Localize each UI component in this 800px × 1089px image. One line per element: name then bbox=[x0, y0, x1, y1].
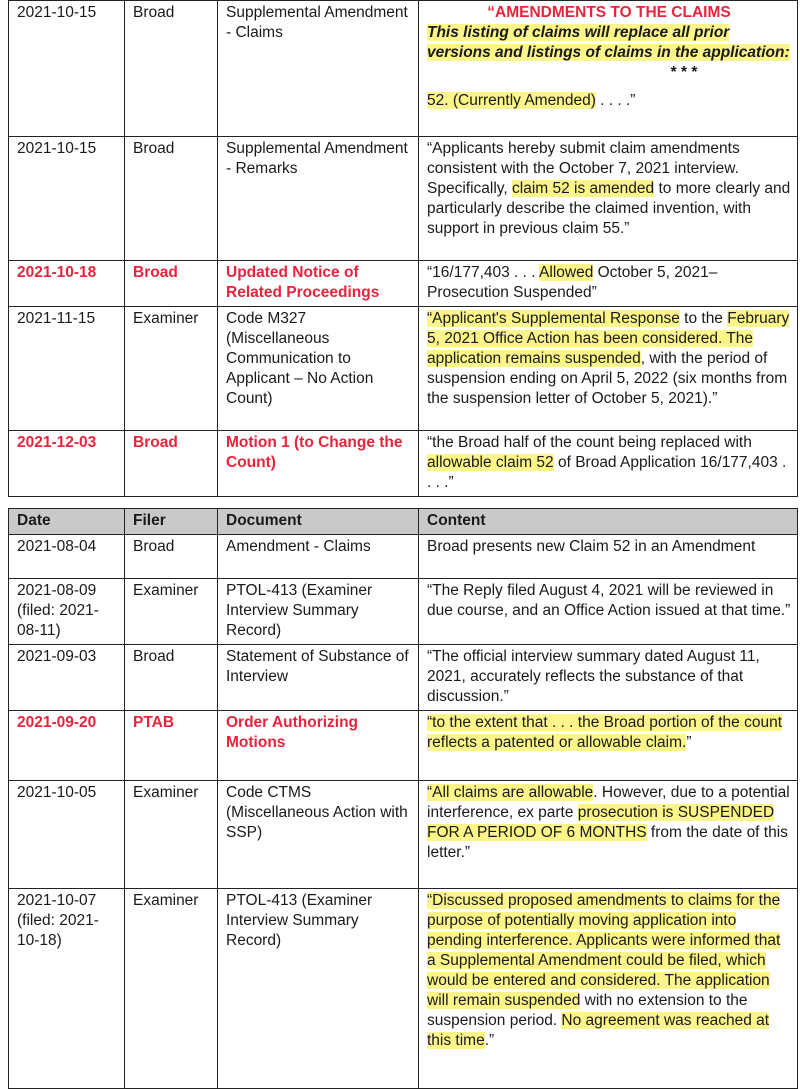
content-cell: “The Reply filed August 4, 2021 will be reviewed in due course, and an Office Action issued at that time.” bbox=[419, 579, 798, 645]
quote-text: from the date of this letter.” bbox=[427, 824, 788, 861]
table-row bbox=[9, 889, 798, 1089]
content-cell bbox=[419, 781, 798, 889]
date-cell: 2021-09-20 bbox=[9, 711, 125, 781]
timeline-table-bottom bbox=[8, 508, 798, 1089]
content-cell: Broad presents new Claim 52 in an Amendment bbox=[419, 535, 798, 579]
filer-cell: Examiner bbox=[125, 889, 218, 1089]
date-cell: 2021-10-07 (filed: 2021-10-18) bbox=[9, 889, 125, 1089]
filer-cell: Examiner bbox=[125, 781, 218, 889]
header-row bbox=[9, 509, 798, 535]
table-row bbox=[9, 535, 798, 579]
amendments-heading: “AMENDMENTS TO THE CLAIMS bbox=[487, 4, 731, 21]
document-cell: Amendment - Claims bbox=[218, 535, 419, 579]
column-header-content: Content bbox=[419, 509, 798, 535]
quote-text: October 5, 2021– Prosecution Suspended” bbox=[427, 264, 718, 301]
highlighted-quote: “All claims are allowable bbox=[427, 784, 594, 801]
highlighted-quote: This listing of claims will replace all prior versions and listings of claims in the application: bbox=[427, 24, 790, 61]
highlighted-quote: prosecution is SUSPENDED FOR A PERIOD OF 6 MONTHS bbox=[427, 804, 775, 841]
highlighted-quote: Allowed bbox=[539, 264, 594, 281]
column-header-document: Document bbox=[218, 509, 419, 535]
filer-cell: Examiner bbox=[125, 579, 218, 645]
table-row bbox=[9, 137, 798, 261]
content-cell bbox=[419, 1, 798, 137]
highlighted-quote: the Broad portion of the count reflects a patented or allowable claim. bbox=[427, 714, 783, 751]
table-row bbox=[9, 781, 798, 889]
filer-cell: Broad bbox=[125, 645, 218, 711]
highlighted-quote: February 5, 2021 Office Action has been considered. The application remains suspended bbox=[427, 310, 790, 367]
content-cell: “The official interview summary dated August 11, 2021, accurately reflects the substance of that discussion.” bbox=[419, 645, 798, 711]
filer-cell: Broad bbox=[125, 431, 218, 497]
filer-cell: Broad bbox=[125, 535, 218, 579]
document-cell: Supplemental Amendment - Claims bbox=[218, 1, 419, 137]
quote-text: of Broad Application 16/177,403 . . . .” bbox=[427, 454, 787, 491]
quote-text: to more clearly and particularly describe the claimed invention, with support in previous claim 55.” bbox=[427, 180, 791, 237]
quote-text: to the bbox=[679, 310, 728, 327]
column-header-date: Date bbox=[9, 509, 125, 535]
date-cell: 2021-10-15 bbox=[9, 137, 125, 261]
content-cell bbox=[419, 137, 798, 261]
table-row bbox=[9, 645, 798, 711]
document-cell: Updated Notice of Related Proceedings bbox=[218, 261, 419, 307]
date-cell: 2021-08-04 bbox=[9, 535, 125, 579]
quote-text: .” bbox=[484, 1032, 495, 1049]
timeline-table-top bbox=[8, 0, 798, 497]
filer-cell: Broad bbox=[125, 261, 218, 307]
content-cell bbox=[419, 711, 798, 781]
table-row bbox=[9, 579, 798, 645]
table-row bbox=[9, 1, 798, 137]
highlighted-quote: “Applicant's Supplemental Response bbox=[427, 310, 680, 327]
highlighted-quote: “Discussed proposed amendments to claims for the purpose of potentially moving application into pending interference. Applicants were informed that a Supplemental Amendment could be filed, which would be entered and considered. The application will remain suspended bbox=[427, 892, 781, 1009]
highlighted-quote: No agreement was reached at this time bbox=[427, 1012, 770, 1049]
ellipsis-stars: * * * bbox=[670, 64, 698, 81]
date-cell: 2021-09-03 bbox=[9, 645, 125, 711]
content-cell bbox=[419, 307, 798, 431]
date-cell: 2021-10-15 bbox=[9, 1, 125, 137]
filer-cell: Broad bbox=[125, 1, 218, 137]
document-cell: Statement of Substance of Interview bbox=[218, 645, 419, 711]
date-cell: 2021-12-03 bbox=[9, 431, 125, 497]
quote-text: “the Broad half of the count being replaced with bbox=[427, 434, 752, 451]
document-cell: PTOL-413 (Examiner Interview Summary Record) bbox=[218, 889, 419, 1089]
table-row bbox=[9, 711, 798, 781]
date-cell: 2021-08-09 (filed: 2021-08-11) bbox=[9, 579, 125, 645]
quote-text: , with the period of suspension ending on April 5, 2022 (six months from the suspension letter of October 5, 2021).” bbox=[427, 350, 788, 407]
table-row bbox=[9, 261, 798, 307]
filer-cell: PTAB bbox=[125, 711, 218, 781]
table-row bbox=[9, 307, 798, 431]
document-cell: Code CTMS (Miscellaneous Action with SSP) bbox=[218, 781, 419, 889]
date-cell: 2021-10-05 bbox=[9, 781, 125, 889]
document-cell: Order Authorizing Motions bbox=[218, 711, 419, 781]
quote-text: “Applicants hereby submit claim amendments consistent with the October 7, 2021 interview. Specifically, bbox=[427, 140, 740, 197]
document-cell: PTOL-413 (Examiner Interview Summary Record) bbox=[218, 579, 419, 645]
quote-text: with no extension to the suspension period. bbox=[427, 992, 748, 1029]
document-cell: Supplemental Amendment - Remarks bbox=[218, 137, 419, 261]
content-cell bbox=[419, 889, 798, 1089]
document-cell: Motion 1 (to Change the Count) bbox=[218, 431, 419, 497]
date-cell: 2021-11-15 bbox=[9, 307, 125, 431]
quote-text: . However, due to a potential interference, ex parte bbox=[427, 784, 790, 821]
quote-text: . . . .” bbox=[595, 92, 636, 109]
highlighted-quote: allowable claim 52 bbox=[427, 454, 554, 471]
quote-text: “to the extent that . . . bbox=[427, 714, 578, 731]
content-cell bbox=[419, 261, 798, 307]
content-cell bbox=[419, 431, 798, 497]
filer-cell: Broad bbox=[125, 137, 218, 261]
highlighted-quote: 52. (Currently Amended) bbox=[427, 92, 596, 109]
document-cell: Code M327 (Miscellaneous Communication to Applicant – No Action Count) bbox=[218, 307, 419, 431]
quote-text: ” bbox=[686, 734, 692, 751]
table-row bbox=[9, 431, 798, 497]
highlighted-quote: claim 52 is amended bbox=[512, 180, 655, 197]
date-cell: 2021-10-18 bbox=[9, 261, 125, 307]
column-header-filer: Filer bbox=[125, 509, 218, 535]
filer-cell: Examiner bbox=[125, 307, 218, 431]
quote-text: “16/177,403 . . . bbox=[427, 264, 540, 281]
